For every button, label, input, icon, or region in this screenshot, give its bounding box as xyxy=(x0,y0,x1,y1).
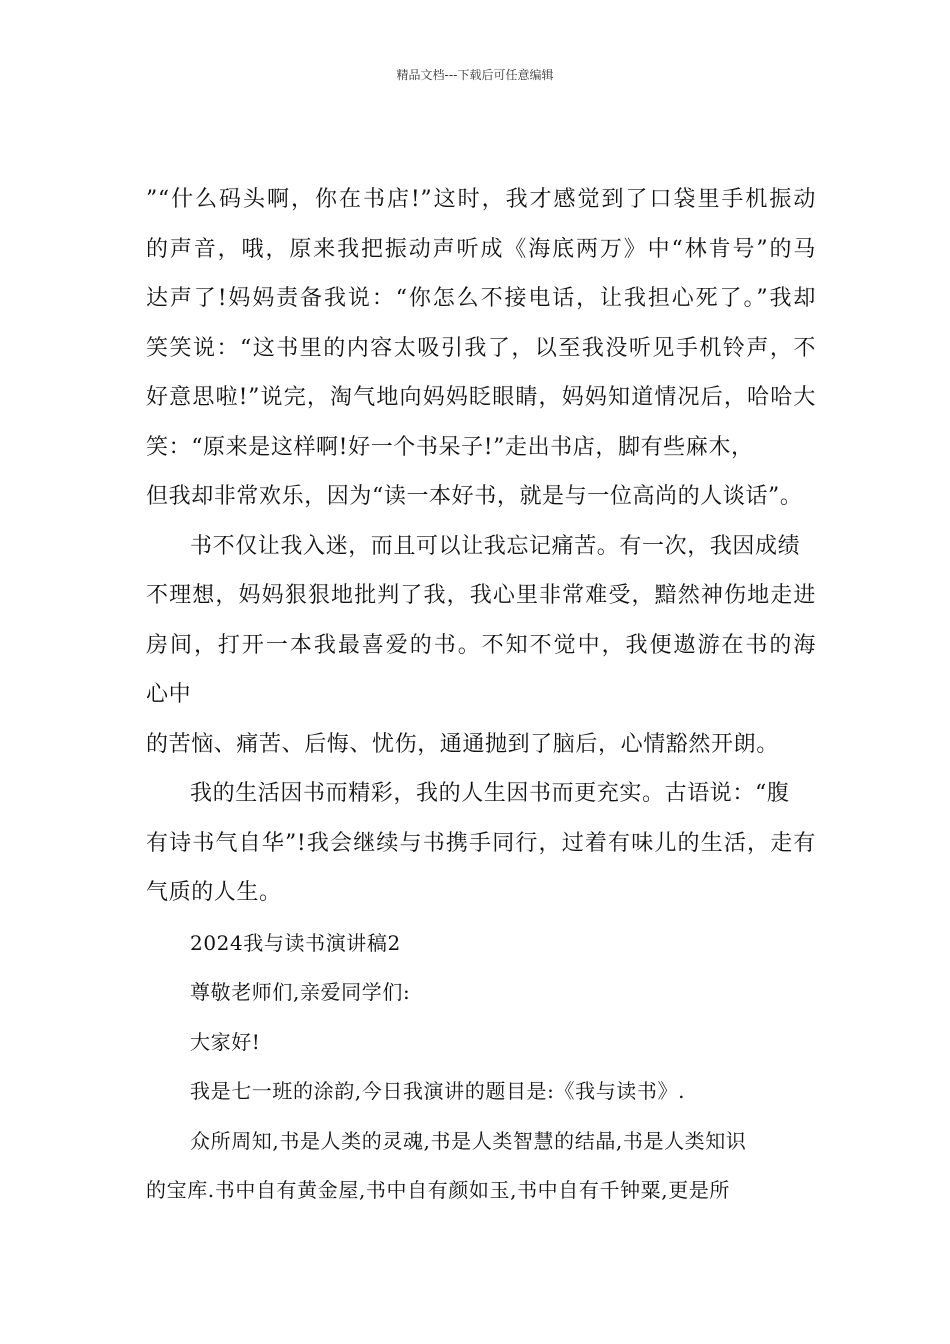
text-line: 笑笑说：“这书里的内容太吸引我了，以至我没听见手机铃声，不 xyxy=(146,335,816,361)
text-line: 好意思啦!”说完，淘气地向妈妈眨眼睛，妈妈知道情况后，哈哈大 xyxy=(146,385,816,410)
text-line: 但我却非常欢乐，因为“读一本好书，就是与一位高尚的人谈话”。 xyxy=(146,484,803,509)
text-line: 笑：“原来是这样啊!好一个书呆子!”走出书店，脚有些麻木， xyxy=(146,434,754,460)
text-line: 心中 xyxy=(146,682,192,707)
text-line: 达声了!妈妈责备我说：“你怎么不接电话，让我担心死了。”我却 xyxy=(146,286,816,311)
text-line: ”“什么码头啊，你在书店!”这时，我才感觉到了口袋里手机振动 xyxy=(146,187,816,212)
text-line: 的苦恼、痛苦、后悔、忧伤，通通抛到了脑后，心情豁然开朗。 xyxy=(146,731,779,757)
document-body xyxy=(146,178,816,1218)
page-header: 精品文档---下载后可任意编辑 xyxy=(396,68,554,82)
text-line: 气质的人生。 xyxy=(146,880,282,905)
salutation-line: 尊敬老师们,亲爱同学们: xyxy=(190,980,411,1004)
paragraph-start-line: 我的生活因书而精彩，我的人生因书而更充实。古语说：“腹 xyxy=(190,781,790,806)
text-line: 的宝库.书中自有黄金屋,书中自有颜如玉,书中自有千钟粟,更是所 xyxy=(146,1178,731,1202)
text-line: 不理想，妈妈狠狠地批判了我，我心里非常难受，黯然神伤地走进 xyxy=(146,583,816,608)
paragraph-start-line: 众所周知,书是人类的灵魂,书是人类智慧的结晶,书是人类知识 xyxy=(190,1128,747,1153)
paragraph-start-line: 书不仅让我入迷，而且可以让我忘记痛苦。有一次，我因成绩 xyxy=(190,533,801,559)
text-line: 我是七一班的涂韵,今日我演讲的题目是:《我与读书》. xyxy=(190,1079,686,1103)
section-title: 2024我与读书演讲稿2 xyxy=(190,930,401,955)
text-line: 有诗书气自华”!我会继续与书携手同行，过着有味儿的生活，走有 xyxy=(146,830,816,856)
greeting-line: 大家好! xyxy=(190,1029,261,1054)
text-line: 房间，打开一本我最喜爱的书。不知不觉中，我便遨游在书的海 xyxy=(146,632,816,658)
text-line: 的声音，哦，原来我把振动声听成《海底两万》中“林肯号”的马 xyxy=(146,236,816,262)
